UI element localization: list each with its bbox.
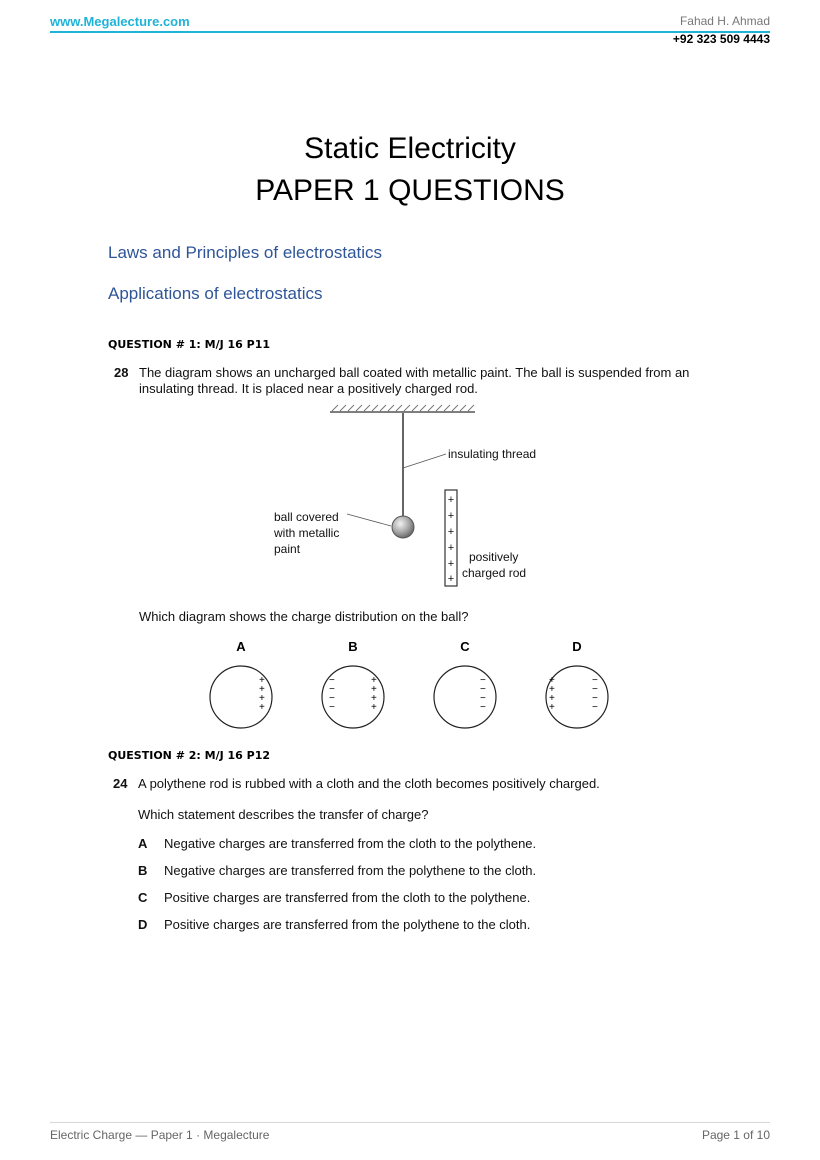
footer-document-title: Electric Charge — Paper 1 · Megalecture — [50, 1128, 270, 1142]
negative-charge-sign: − — [329, 702, 335, 713]
section-heading-laws: Laws and Principles of electrostatics — [108, 243, 383, 262]
positive-charge-sign: + — [371, 684, 377, 695]
negative-charge-sign: − — [329, 675, 335, 686]
positive-charge-sign: + — [549, 702, 555, 713]
question-2-text: A polythene rod is rubbed with a cloth and the cloth becomes positively charged. — [138, 776, 600, 791]
option-a-text[interactable]: Negative charges are transferred from the cloth to the polythene. — [164, 836, 537, 851]
svg-text:+: + — [447, 526, 455, 538]
negative-charge-sign: − — [329, 693, 335, 704]
option-b-text[interactable]: Negative charges are transferred from the polythene to the cloth. — [164, 863, 537, 878]
negative-charge-sign: − — [480, 675, 486, 686]
svg-text:D: D — [572, 639, 582, 654]
svg-text:B: B — [348, 639, 358, 654]
section-heading-applications: Applications of electrostatics — [108, 284, 323, 303]
svg-text:−−−− — [329, 675, 335, 713]
question-2-prompt: Which statement describes the transfer of charge? — [138, 807, 429, 822]
positive-charge-sign: + — [259, 693, 265, 704]
positive-charge-sign: + — [259, 675, 265, 686]
header-divider — [50, 31, 770, 33]
option-b-letter: B — [138, 863, 148, 878]
option-a-diagram[interactable] — [210, 639, 272, 728]
svg-text:++++ — [371, 675, 377, 713]
thread-label-leader — [403, 454, 446, 468]
svg-text:++++ — [259, 675, 265, 713]
svg-text:+: + — [447, 573, 455, 585]
thread-label: insulating thread — [448, 447, 537, 461]
positive-charge-sign: + — [549, 684, 555, 695]
negative-charge-sign: − — [329, 684, 335, 695]
rod-label-line1: positively — [469, 550, 519, 564]
page-number: Page 1 of 10 — [701, 1128, 770, 1142]
charge-distribution-options — [200, 636, 620, 736]
negative-charge-sign: − — [480, 684, 486, 695]
positive-charge-sign: + — [371, 693, 377, 704]
rod-label-line2: charged rod — [462, 566, 527, 580]
option-c-letter: C — [138, 890, 148, 905]
page-title: Static Electricity — [304, 132, 516, 165]
negative-charge-sign: − — [480, 702, 486, 713]
positive-charge-sign: + — [371, 702, 377, 713]
question-1-text-line2: insulating thread. It is placed near a positively charged rod. — [139, 381, 478, 396]
option-d-text[interactable]: Positive charges are transferred from the polythene to the cloth. — [164, 917, 531, 932]
question-1-number: 28 — [114, 365, 129, 380]
negative-charge-sign: − — [592, 684, 598, 695]
footer-divider — [50, 1122, 770, 1123]
ball-label-leader — [347, 514, 391, 526]
negative-charge-sign: − — [480, 693, 486, 704]
question-1-heading: QUESTION # 1: M/J 16 P11 — [108, 338, 271, 351]
negative-charge-sign: − — [592, 702, 598, 713]
svg-text:++++ — [549, 675, 555, 713]
site-link[interactable]: www.Megalecture.com — [50, 14, 190, 29]
option-d-letter: D — [138, 917, 148, 932]
question-2-number: 24 — [113, 776, 128, 791]
svg-text:+: + — [447, 558, 455, 570]
svg-text:−−−− — [480, 675, 486, 713]
positive-charge-sign: + — [259, 684, 265, 695]
ball-label-line3: paint — [274, 542, 301, 556]
metallic-ball — [392, 516, 414, 538]
author-name: Fahad H. Ahmad — [679, 14, 770, 28]
question-1-prompt: Which diagram shows the charge distribution on the ball? — [139, 609, 469, 624]
question-2-heading: QUESTION # 2: M/J 16 P12 — [108, 749, 271, 762]
option-c-diagram[interactable] — [434, 639, 496, 728]
negative-charge-sign: − — [592, 675, 598, 686]
svg-text:−−−− — [592, 675, 598, 713]
positive-charge-sign: + — [259, 702, 265, 713]
svg-text:+: + — [447, 494, 455, 506]
ball-label-line2: with metallic — [274, 526, 340, 540]
author-phone: +92 323 509 4443 — [672, 32, 770, 46]
negative-charge-sign: − — [592, 693, 598, 704]
svg-text:A: A — [236, 639, 246, 654]
option-d-diagram[interactable] — [546, 639, 608, 728]
ceiling-support — [330, 405, 475, 412]
svg-text:+: + — [447, 510, 455, 522]
page-subtitle: PAPER 1 QUESTIONS — [255, 174, 565, 207]
ball-label-line1: ball covered — [274, 510, 339, 524]
positive-charge-sign: + — [549, 693, 555, 704]
option-c-text[interactable]: Positive charges are transferred from the cloth to the polythene. — [164, 890, 531, 905]
svg-text:C: C — [460, 639, 470, 654]
ball-rod-diagram — [260, 400, 580, 600]
option-b-diagram[interactable] — [322, 639, 384, 728]
svg-text:+: + — [447, 542, 455, 554]
positive-charge-sign: + — [549, 675, 555, 686]
question-1-text-line1: The diagram shows an uncharged ball coated with metallic paint. The ball is suspended from an — [139, 365, 690, 380]
option-a-letter: A — [138, 836, 148, 851]
positive-charge-sign: + — [371, 675, 377, 686]
